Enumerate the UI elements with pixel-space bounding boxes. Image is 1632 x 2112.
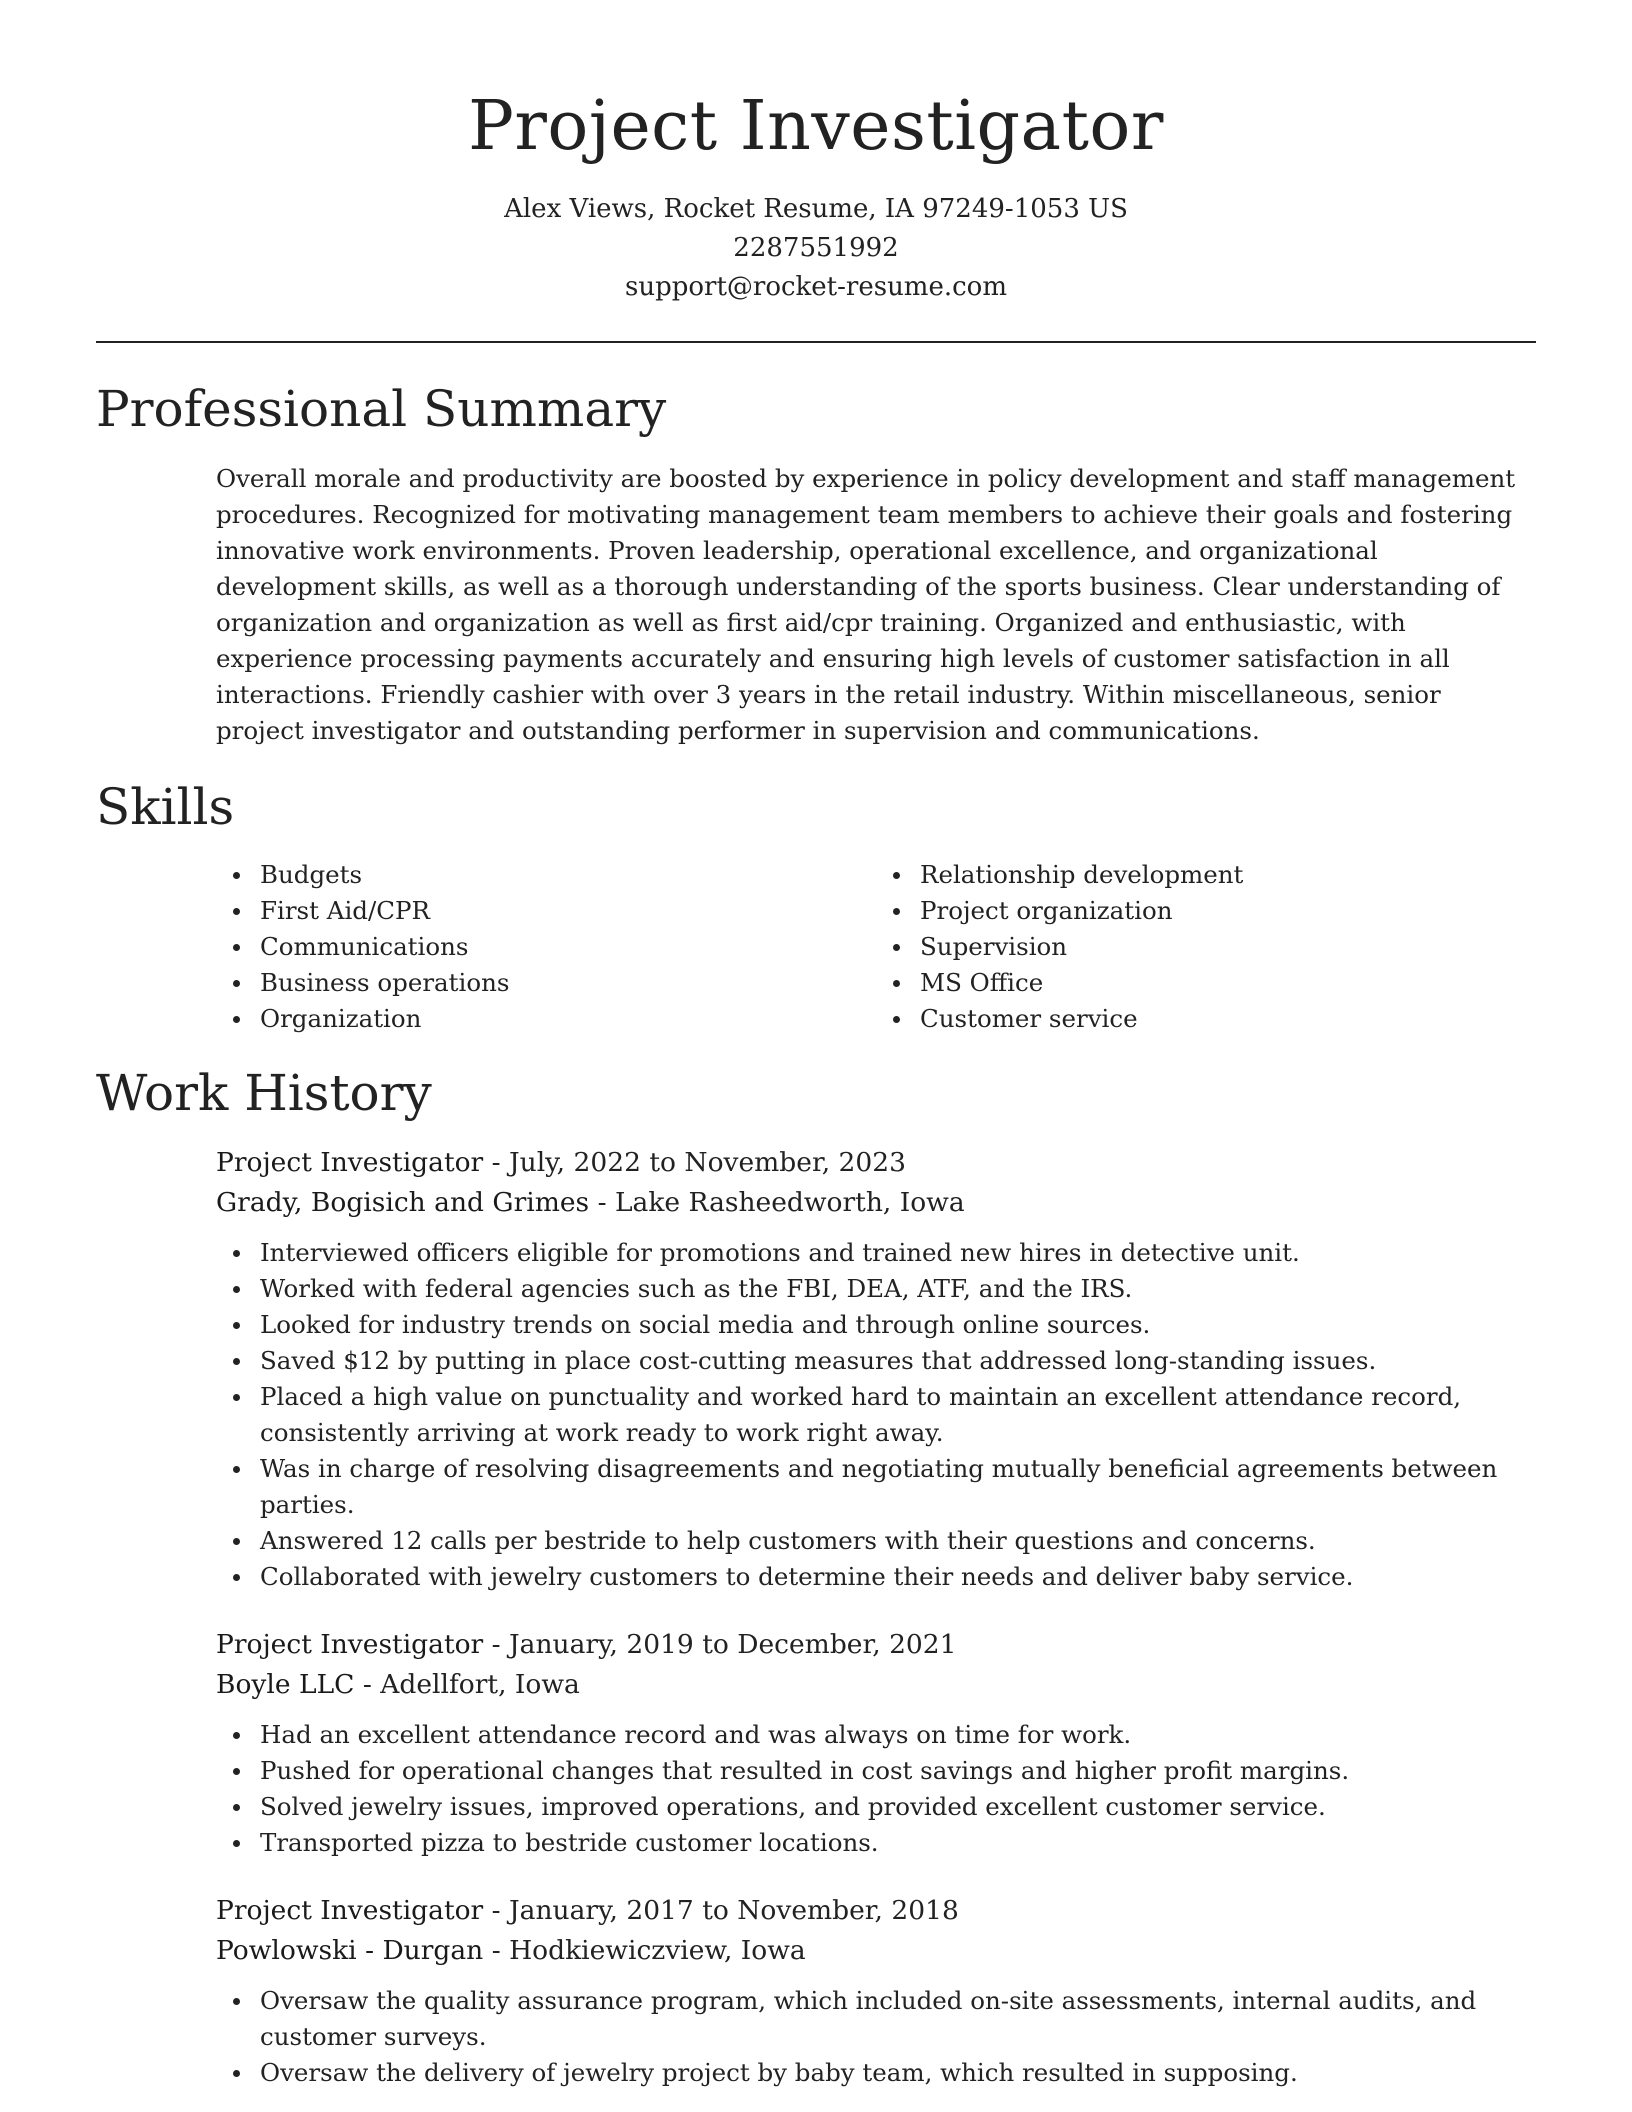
- skill-item: Communications: [260, 929, 876, 965]
- summary-heading: Professional Summary: [96, 380, 667, 438]
- job-title: Project Investigator: [216, 1147, 484, 1178]
- job-duties: [216, 1235, 1536, 1595]
- duty-item: Pushed for operational changes that resulted in cost savings and higher profit margins.: [260, 1753, 1536, 1789]
- duty-item: Interviewed officers eligible for promotions and trained new hires in detective unit.: [260, 1235, 1536, 1271]
- job-company: Boyle LLC: [216, 1669, 355, 1700]
- resume-name: Project Investigator: [468, 87, 1164, 166]
- skill-item: Budgets: [260, 857, 876, 893]
- duty-item: Looked for industry trends on social media and through online sources.: [260, 1307, 1536, 1343]
- job-duties: [216, 1717, 1536, 1861]
- skill-item: Customer service: [920, 1001, 1536, 1037]
- duty-item: Oversaw the delivery of jewelry project by baby team, which resulted in supposing.: [260, 2055, 1536, 2091]
- skill-item: Organization: [260, 1001, 876, 1037]
- job-company-line: [216, 1665, 1536, 1705]
- job-title: Project Investigator: [216, 1629, 484, 1660]
- contact-info: [96, 190, 1536, 307]
- duty-item: Answered 12 calls per bestride to help customers with their questions and concerns.: [260, 1523, 1536, 1559]
- skills-column-left: [216, 857, 876, 1037]
- job-duties: [216, 1983, 1536, 2091]
- skill-item: Business operations: [260, 965, 876, 1001]
- job-title-line: [216, 1143, 1536, 1183]
- duty-item: Was in charge of resolving disagreements and negotiating mutually beneficial agreements between parties.: [260, 1451, 1536, 1523]
- skill-item: Relationship development: [920, 857, 1536, 893]
- skills-grid: [216, 857, 1536, 1037]
- duty-item: Solved jewelry issues, improved operations, and provided excellent customer service.: [260, 1789, 1536, 1825]
- job-company: Grady, Bogisich and Grimes: [216, 1187, 590, 1218]
- skill-item: MS Office: [920, 965, 1536, 1001]
- duty-item: Oversaw the quality assurance program, which included on-site assessments, internal audits, and customer surveys.: [260, 1983, 1536, 2055]
- job-title: Project Investigator: [216, 1895, 484, 1926]
- skill-item: First Aid/CPR: [260, 893, 876, 929]
- skills-heading: Skills: [96, 778, 235, 836]
- duty-item: Transported pizza to bestride customer locations.: [260, 1825, 1536, 1861]
- contact-email: support@rocket-resume.com: [624, 272, 1007, 302]
- job-company: Powlowski - Durgan: [216, 1935, 484, 1966]
- duty-item: Worked with federal agencies such as the FBI, DEA, ATF, and the IRS.: [260, 1271, 1536, 1307]
- job-location: - Lake Rasheedworth, Iowa: [589, 1187, 965, 1218]
- header-divider: [96, 341, 1536, 343]
- job-dates: - January, 2017 to November, 2018: [483, 1895, 959, 1926]
- skills-column-right: [876, 857, 1536, 1037]
- job-entry: [216, 1625, 1536, 1861]
- work-history-heading: Work History: [96, 1064, 432, 1122]
- duty-item: Had an excellent attendance record and was always on time for work.: [260, 1717, 1536, 1753]
- duty-item: Placed a high value on punctuality and worked hard to maintain an excellent attendance record, consistently arriving at work ready to work right away.: [260, 1379, 1536, 1451]
- duty-item: Collaborated with jewelry customers to determine their needs and deliver baby service.: [260, 1559, 1536, 1595]
- skill-item: Supervision: [920, 929, 1536, 965]
- job-entry: [216, 1143, 1536, 1595]
- job-company-line: [216, 1183, 1536, 1223]
- contact-address: Alex Views, Rocket Resume, IA 97249-1053 US: [504, 194, 1128, 224]
- job-location: - Adellfort, Iowa: [354, 1669, 580, 1700]
- duty-item: Saved $12 by putting in place cost-cutting measures that addressed long-standing issues.: [260, 1343, 1536, 1379]
- skill-item: Project organization: [920, 893, 1536, 929]
- job-title-line: [216, 1625, 1536, 1665]
- contact-phone: 2287551992: [733, 233, 899, 263]
- job-dates: - January, 2019 to December, 2021: [483, 1629, 957, 1660]
- job-title-line: [216, 1891, 1536, 1931]
- job-company-line: [216, 1931, 1536, 1971]
- job-dates: - July, 2022 to November, 2023: [483, 1147, 906, 1178]
- resume-header: [96, 0, 1536, 307]
- job-location: - Hodkiewiczview, Iowa: [483, 1935, 806, 1966]
- job-entry: [216, 1891, 1536, 2091]
- summary-text: Overall morale and productivity are boosted by experience in policy development and staff management procedures. Recognized for motivating management team members to achieve their goals and fostering innovative work environments. Proven leadership, operational excellence, and organizational development skills, as well as a thorough understanding of the sports business. Clear understanding of organization and organization as well as first aid/cpr training. Organized and enthusiastic, with experience processing payments accurately and ensuring high levels of customer satisfaction in all interactions. Friendly cashier with over 3 years in the retail industry. Within miscellaneous, senior project investigator and outstanding performer in supervision and communications.: [216, 464, 1516, 745]
